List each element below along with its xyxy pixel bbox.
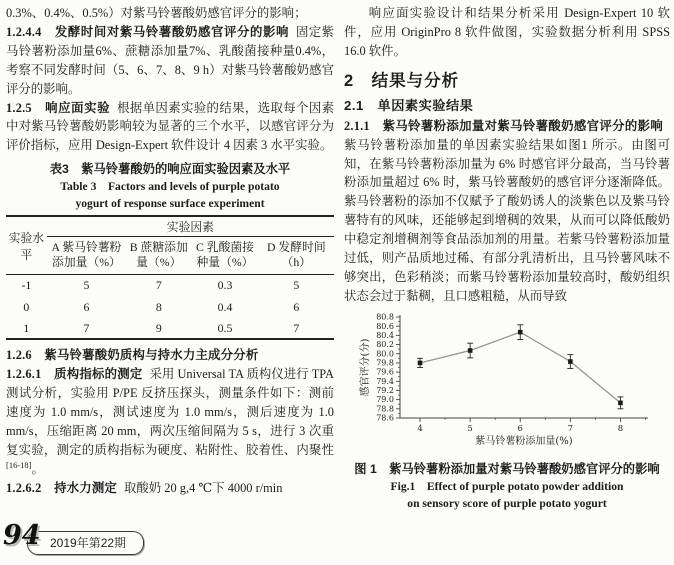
section-1-2-6-1 [6,365,334,478]
svg-text:80.6: 80.6 [376,321,394,331]
section-1-2-6-2 [6,479,334,498]
table-caption [6,160,334,212]
section-number-title: 1.2.6.2 持水力测定 [6,480,118,495]
heading-single-factor-results: 2.1 单因素实验结果 [344,97,474,113]
svg-text:4: 4 [417,423,423,434]
table-cell: 5 [83,278,90,293]
section-body: 取酸奶 20 g,4 ℃下 4000 r/min [124,480,283,495]
table-row [6,275,334,297]
svg-text:79.0: 79.0 [376,395,394,405]
section-body: 紫马铃薯粉添加量的单因素实验结果如图1 所示。由图可知，在紫马铃薯粉添加量为 6% 时感官评分最高，当马铃薯粉添加量超过 6% 时，紫马铃薯酸奶的感官评分逐渐降低。紫马铃薯粉的添加不仅赋予了酸奶诱人的淡紫色以及紫马铃薯特有的风味，还能够起到增稠的效果，从而可以降低酸奶中稳定剂增稠剂等食品添加剂的用量。若紫马铃薯粉添加量过低，则产品质地过稀、有部分乳清析出，且马铃薯风味不够突出，色彩稍淡；而紫马铃薯粉添加量较高时，酸奶组织状态会过于黏稠，且口感粗糙，从而导致 [344,137,670,303]
paragraph-continuation: 0.3%、0.4%、0.5%）对紫马铃薯酸奶感官评分的影响； [6,6,307,20]
table-cell: 9 [155,320,162,335]
figure-caption-en-line1: Fig.1 Effect of purple potato powder addition [390,479,624,493]
figure-caption-zh: 图 1 紫马铃薯粉添加量对紫马铃薯酸奶感官评分的影响 [354,461,660,476]
svg-text:79.2: 79.2 [376,385,394,395]
table-cell: 6 [293,299,300,314]
table-row [6,296,334,318]
table-cell: 5 [293,278,300,293]
table-cell: 0 [23,299,30,314]
table-header-col-d: D 发酵时间（h） [259,237,334,275]
section-number-title: 1.2.5 响应面实验 [6,100,111,115]
table-cell: 7 [83,320,90,335]
page-footer [0,515,200,559]
left-column [6,4,334,498]
svg-text:78.6: 78.6 [376,413,394,423]
table-caption-zh: 表3 紫马铃薯酸奶的响应面实验因素及水平 [49,162,291,177]
table-cell: 0.5 [217,320,233,335]
table-cell: 7 [293,320,300,335]
section-1-2-4-4 [6,23,334,99]
table-header-level: 实验水平 [6,216,47,275]
svg-text:紫马铃薯粉添加量(%): 紫马铃薯粉添加量(%) [475,435,573,447]
heading-results-analysis: 2 结果与分析 [344,71,460,90]
svg-text:8: 8 [617,423,624,434]
svg-text:80.4: 80.4 [376,330,394,340]
factors-levels-table [6,215,334,340]
table-cell: 7 [155,278,162,293]
svg-text:78.8: 78.8 [376,404,394,414]
figure-caption [344,460,670,512]
table-header-col-b: B 蔗糖添加量（%） [126,237,191,275]
svg-text:79.8: 79.8 [376,358,394,368]
svg-text:80.2: 80.2 [376,339,394,349]
sensory-score-chart [358,310,658,455]
svg-text:80.8: 80.8 [376,312,394,322]
issue-label: 2019年第22期 [27,531,144,555]
table-cell: 1 [23,320,30,335]
svg-text:6: 6 [517,423,523,434]
table-cell: 6 [83,299,90,314]
svg-text:7: 7 [567,423,574,434]
table-caption-en-line2: yogurt of response surface experiment [75,197,265,211]
right-column [344,4,670,515]
paragraph-software: 响应面实验设计和结果分析采用 Design-Expert 10 软件，应用 OriginPro 8 软件做图，实验数据分析利用 SPSS 16.0 软件。 [344,6,670,58]
svg-text:感官评分(分): 感官评分(分) [360,338,371,397]
reference-superscript: [16-18] [6,459,32,470]
section-number-title: 2.1.1 紫马铃薯粉添加量对紫马铃薯酸奶感官评分的影响 [344,118,663,133]
svg-text:79.6: 79.6 [376,367,394,377]
table-caption-en-line1: Table 3 Factors and levels of purple potato [60,180,280,194]
section-body-tail: 。 [31,461,44,476]
section-2-1-1 [344,117,670,306]
table-cell: 0.3 [217,278,233,293]
table-header-col-a: A 紫马铃薯粉添加量（%） [47,237,126,275]
svg-text:5: 5 [467,423,473,434]
figure-caption-en-line2: on sensory score of purple potato yogurt [407,496,607,510]
section-1-2-6 [6,346,334,365]
table-cell: 0.4 [217,299,233,314]
table-header-group: 实验因素 [47,216,334,237]
svg-text:79.4: 79.4 [376,376,394,386]
page-number: 94 [3,520,41,551]
svg-text:80.0: 80.0 [376,349,394,359]
line-chart-canvas [358,310,658,450]
section-body: 固定紫马铃薯粉添加量6%、蔗糖添加量7%、乳酸菌接种量0.4%，考察不同发酵时间（5、6、7、8、9 h）对紫马铃薯酸奶感官评分的影响。 [6,24,335,96]
section-number-title: 1.2.6 紫马铃薯酸奶质构与持水力主成分分析 [6,348,259,363]
section-1-2-5 [6,99,334,156]
table-cell: 8 [155,299,162,314]
section-body: 采用 Universal TA 质构仪进行 TPA 测试分析，实验用 P/PE 反挤压探头，测量条件如下：测前速度为 1.0 mm/s，测试速度为 1.0 mm/s，测后速度为 1.0 mm/s，压缩距离 20 mm，两次压缩间隔为 5 s，进行 3 次重复实验，测定的质构指标为硬度、粘附性、胶着性、内聚性 [6,367,335,457]
section-number-title: 1.2.6.1 质构指标的测定 [6,367,143,382]
table-cell: -1 [21,278,32,293]
section-body: 根据单因素实验的结果，选取每个因素中对紫马铃薯酸奶影响较为显著的三个水平，以感官评分为评价指标，应用 Design-Expert 软件设计 4 因素 3 水平实验。 [6,100,335,153]
table-header-col-c: C 乳酸菌接种量（%） [191,237,258,275]
section-number-title: 1.2.4.4 发酵时间对紫马铃薯酸奶感官评分的影响 [6,24,289,39]
table-row [6,318,334,340]
